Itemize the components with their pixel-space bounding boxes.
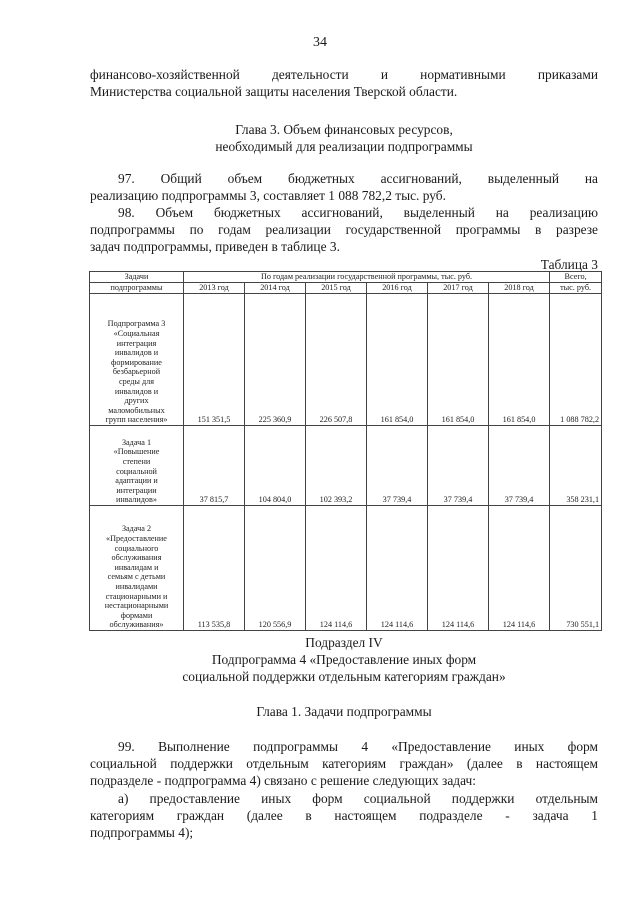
intro-paragraph — [90, 66, 598, 100]
header-year-2013: 2013 год — [184, 283, 245, 294]
paragraph-99 — [90, 738, 598, 789]
value-2015: 226 507,8 — [306, 294, 367, 426]
p98-line-1: 98. Объем бюджетных ассигнований, выделенный на реализацию — [118, 205, 598, 220]
row-name-line: маломобильных — [108, 405, 165, 415]
table-row-task-1 — [90, 426, 602, 506]
row-name-line: «Повышение — [113, 447, 160, 457]
value-2018: 37 739,4 — [489, 426, 550, 506]
value-2015: 124 114,6 — [306, 506, 367, 631]
value-2017: 37 739,4 — [428, 426, 489, 506]
row-name-line: инвалидов и — [114, 386, 159, 396]
header-years-group: По годам реализации государственной программы, тыс. руб. — [184, 272, 550, 283]
row-name-line: среды для — [119, 377, 154, 387]
row-name-line: «Социальная — [113, 329, 160, 339]
value-2015: 102 393,2 — [306, 426, 367, 506]
intro-line-1: финансово-хозяйственной деятельности и нормативными приказами — [90, 67, 598, 82]
header-tasks-top: Задачи — [90, 272, 184, 283]
header-year-2018: 2018 год — [489, 283, 550, 294]
subsection-4-line-3: социальной поддержки отдельным категориям граждан» — [182, 669, 506, 684]
row-name-line: интеграция — [116, 338, 157, 348]
table-row-subprogram-3 — [90, 294, 602, 426]
row-name-line: обслуживания» — [109, 620, 164, 630]
row-name-cell — [90, 294, 184, 426]
p98-line-3: задач подпрограммы, приведен в таблице 3. — [90, 239, 340, 254]
row-name-line: степени — [122, 457, 151, 467]
value-2016: 161 854,0 — [367, 294, 428, 426]
header-total-top: Всего, — [550, 272, 602, 283]
row-name-line: социальной — [116, 466, 157, 476]
table-header-row-1 — [90, 272, 602, 283]
item-a-line-1: а) предоставление иных форм социальной поддержки отдельным — [118, 791, 598, 806]
subsection-4-line-2: Подпрограмма 4 «Предоставление иных форм — [211, 652, 477, 667]
value-2016: 124 114,6 — [367, 506, 428, 631]
row-name-cell — [90, 506, 184, 631]
value-total: 358 231,1 — [550, 426, 602, 506]
row-name-line: Задача 1 — [121, 437, 152, 447]
chapter3-heading — [90, 121, 598, 155]
subsection-4-line-1: Подраздел IV — [305, 635, 383, 650]
row-name-line: безбарьерной — [112, 367, 161, 377]
value-2017: 161 854,0 — [428, 294, 489, 426]
row-name-line: Подпрограмма 3 — [107, 319, 166, 329]
row-name-line: инвалидов» — [116, 495, 157, 505]
row-name-line: инвалидами — [115, 582, 158, 592]
value-2014: 225 360,9 — [245, 294, 306, 426]
row-name-line: семьям с детьми — [107, 572, 166, 582]
row-name-line: групп населения» — [105, 415, 168, 425]
value-2017: 124 114,6 — [428, 506, 489, 631]
header-year-2017: 2017 год — [428, 283, 489, 294]
subsection-4-heading — [90, 634, 598, 685]
item-a — [90, 790, 598, 841]
item-a-line-3: подпрограммы 4); — [90, 825, 194, 840]
row-name-line: адаптации и — [115, 476, 158, 486]
p97-line-1: 97. Общий объем бюджетных ассигнований, выделенный на — [118, 171, 598, 186]
intro-line-2: Министерства социальной защиты населения Тверской области. — [90, 84, 458, 99]
row-name-line: социального — [114, 543, 159, 553]
page-number: 34 — [313, 35, 327, 50]
row-name-line: формирование — [111, 357, 162, 367]
row-name-line: инвалидов и — [114, 348, 159, 358]
chapter3-title-line-1: Глава 3. Объем финансовых ресурсов, — [235, 122, 453, 137]
header-year-2016: 2016 год — [367, 283, 428, 294]
value-2018: 161 854,0 — [489, 294, 550, 426]
row-name-cell — [90, 426, 184, 506]
value-2013: 151 351,5 — [184, 294, 245, 426]
row-name-line: нестационарными — [104, 601, 169, 611]
p99-line-2: социальной поддержки отдельным категориям граждан» (далее в настоящем — [90, 756, 598, 771]
value-2013: 113 535,8 — [184, 506, 245, 631]
item-a-line-2: категориям граждан (далее в настоящем подразделе - задача 1 — [90, 808, 598, 823]
header-year-2014: 2014 год — [245, 283, 306, 294]
header-year-2015: 2015 год — [306, 283, 367, 294]
row-name-line: стационарными и — [105, 591, 168, 601]
chapter1-heading: Глава 1. Задачи подпрограммы — [256, 704, 432, 719]
table-header-row-2 — [90, 283, 602, 294]
value-total: 1 088 782,2 — [550, 294, 602, 426]
row-name-line: формами — [120, 610, 153, 620]
p97-line-2: реализацию подпрограммы 3, составляет 1 088 782,2 тыс. руб. — [90, 188, 446, 203]
p99-line-1: 99. Выполнение подпрограммы 4 «Предоставление иных форм — [118, 739, 598, 754]
chapter3-title-line-2: необходимый для реализации подпрограммы — [215, 139, 473, 154]
value-2018: 124 114,6 — [489, 506, 550, 631]
value-total: 730 551,1 — [550, 506, 602, 631]
row-name-line: интеграции — [116, 485, 157, 495]
row-name-line: Задача 2 — [121, 524, 152, 534]
table-label: Таблица 3 — [540, 257, 598, 272]
paragraph-98 — [90, 204, 598, 255]
value-2014: 120 556,9 — [245, 506, 306, 631]
row-name-line: обслуживания — [111, 553, 162, 563]
budget-table — [89, 271, 602, 631]
table-row-task-2 — [90, 506, 602, 631]
value-2016: 37 739,4 — [367, 426, 428, 506]
value-2014: 104 804,0 — [245, 426, 306, 506]
p98-line-2: подпрограммы по годам реализации государственной программы в разрезе — [90, 222, 598, 237]
p99-line-3: подразделе - подпрограмма 4) связано с решение следующих задач: — [90, 773, 476, 788]
paragraph-97 — [90, 170, 598, 204]
row-name-line: других — [124, 396, 149, 406]
value-2013: 37 815,7 — [184, 426, 245, 506]
header-tasks-bottom: подпрограммы — [90, 283, 184, 294]
row-name-line: инвалидам и — [114, 562, 159, 572]
row-name-line: «Предоставление — [106, 534, 167, 544]
header-total-bottom: тыс. руб. — [550, 283, 602, 294]
